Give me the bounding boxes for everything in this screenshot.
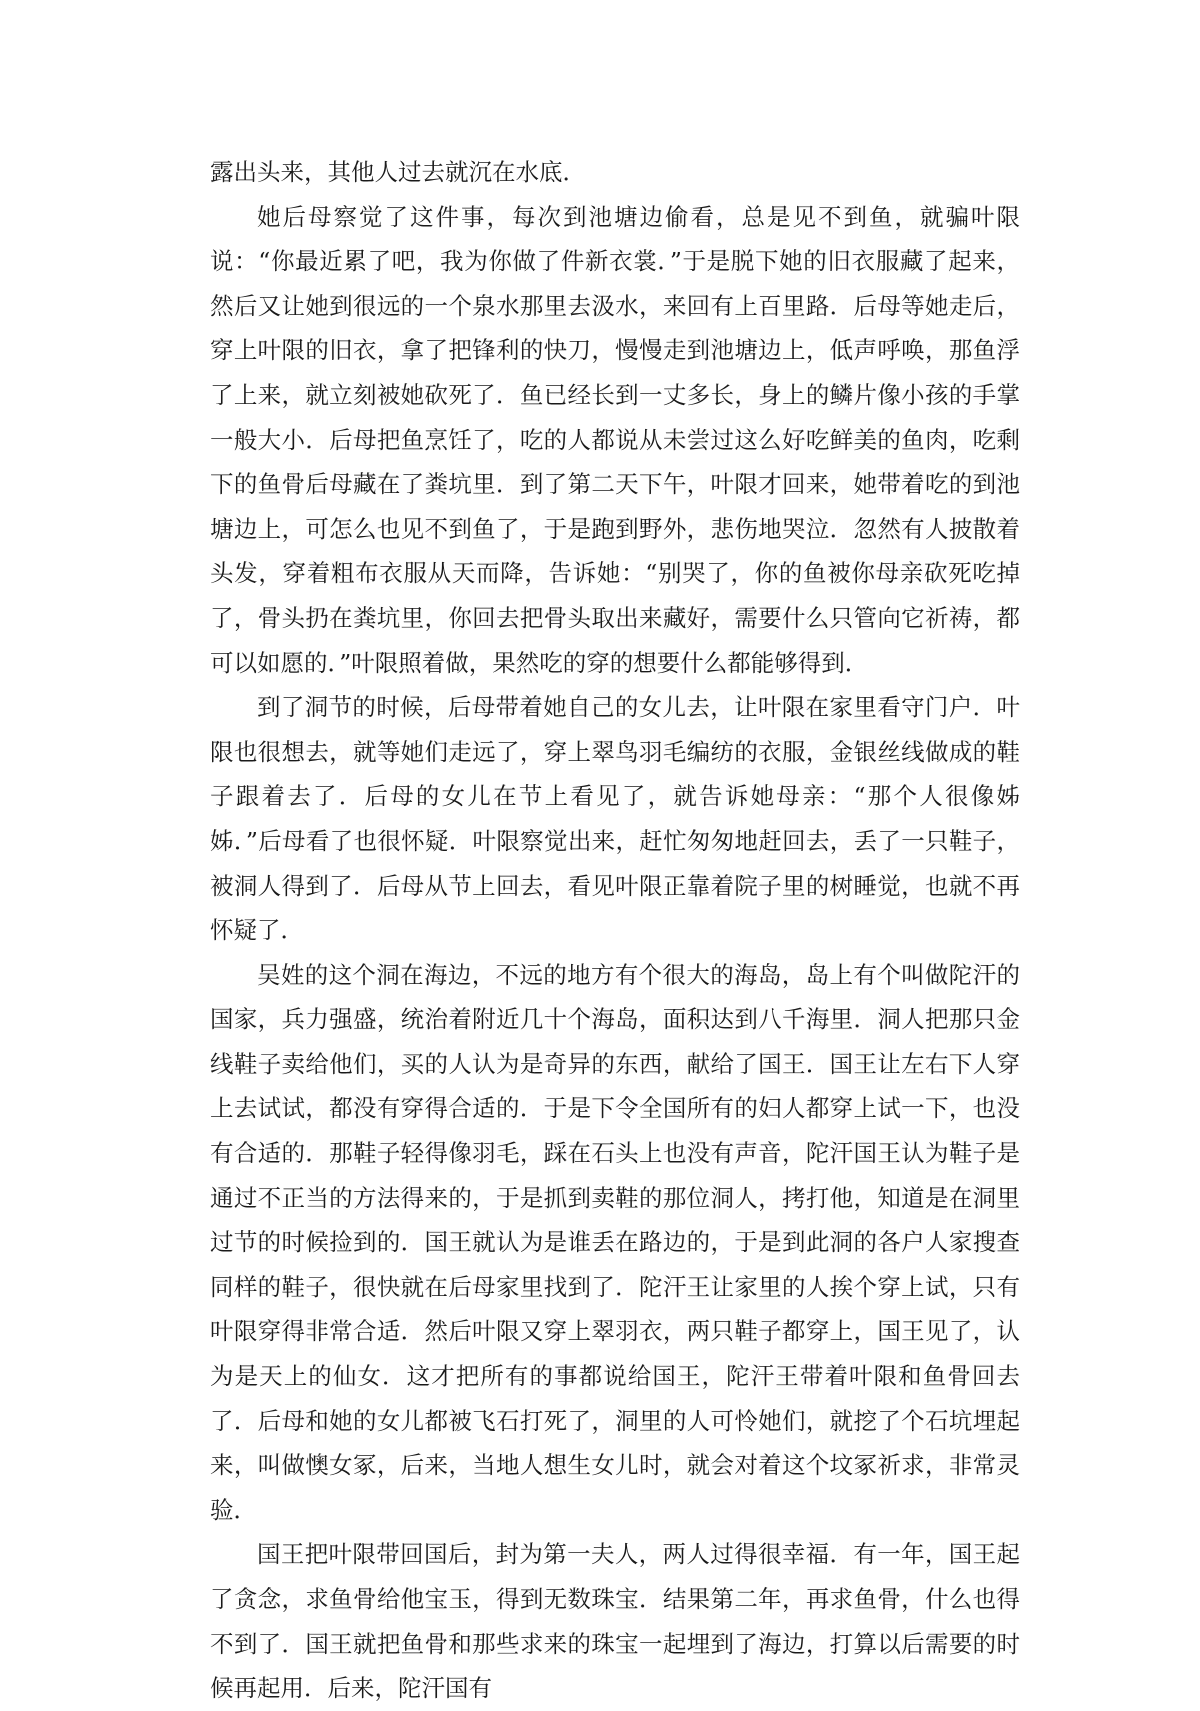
paragraph: 吴姓的这个洞在海边，不远的地方有个很大的海岛，岛上有个叫做陀汗的国家，兵力强盛，统治着附近几十个海岛，面积达到八千海里．洞人把那只金线鞋子卖给他们，买的人认为是奇异的东西，献给了国王．国王让左右下人穿上去试试，都没有穿得合适的．于是下令全国所有的妇人都穿上试一下，也没有合适的．那鞋子轻得像羽毛，踩在石头上也没有声音，陀汗国王认为鞋子是通过不正当的方法得来的，于是抓到卖鞋的那位洞人，拷打他，知道是在洞里过节的时候捡到的．国王就认为是谁丢在路边的，于是到此洞的各户人家搜查同样的鞋子，很快就在后母家里找到了．陀汗王让家里的人挨个穿上试，只有叶限穿得非常合适．然后叶限又穿上翠羽衣，两只鞋子都穿上，国王见了，认为是天上的仙女．这才把所有的事都说给国王，陀汗王带着叶限和鱼骨回去了．后母和她的女儿都被飞石打死了，洞里的人可怜她们，就挖了个石坑埋起来，叫做懊女冢，后来，当地人想生女儿时，就会对着这个坟冢祈求，非常灵验．: [210, 960, 1020, 1524]
paragraph: 国王把叶限带回国后，封为第一夫人，两人过得很幸福．有一年，国王起了贪念，求鱼骨给他宝玉，得到无数珠宝．结果第二年，再求鱼骨，什么也得不到了．国王就把鱼骨和那些求来的珠宝一起埋到了海边，打算以后需要的时候再起用．后来，陀汗国有: [210, 1540, 1020, 1703]
paragraph: 她后母察觉了这件事，每次到池塘边偷看，总是见不到鱼，就骗叶限说：“你最近累了吧，我为你做了件新衣裳．”于是脱下她的旧衣服藏了起来，然后又让她到很远的一个泉水那里去汲水，来回有上百里路．后母等她走后，穿上叶限的旧衣，拿了把锋利的快刀，慢慢走到池塘边上，低声呼唤，那鱼浮了上来，就立刻被她砍死了．鱼已经长到一丈多长，身上的鳞片像小孩的手掌一般大小．后母把鱼烹饪了，吃的人都说从未尝过这么好吃鲜美的鱼肉，吃剩下的鱼骨后母藏在了粪坑里．到了第二天下午，叶限才回来，她带着吃的到池塘边上，可怎么也见不到鱼了，于是跑到野外，悲伤地哭泣．忽然有人披散着头发，穿着粗布衣服从天而降，告诉她：“别哭了，你的鱼被你母亲砍死吃掉了，骨头扔在粪坑里，你回去把骨头取出来藏好，需要什么只管向它祈祷，都可以如愿的．”叶限照着做，果然吃的穿的想要什么都能够得到．: [210, 202, 1020, 677]
paragraph-continuation: 露出头来，其他人过去就沉在水底．: [210, 158, 586, 186]
document-page: [210, 150, 1020, 1711]
paragraph: 到了洞节的时候，后母带着她自己的女儿去，让叶限在家里看守门户．叶限也很想去，就等她们走远了，穿上翠鸟羽毛编纺的衣服，金银丝线做成的鞋子跟着去了．后母的女儿在节上看见了，就告诉她母亲：“那个人很像姊姊．”后母看了也很怀疑．叶限察觉出来，赶忙匆匆地赶回去，丢了一只鞋子，被洞人得到了．后母从节上回去，看见叶限正靠着院子里的树睡觉，也就不再怀疑了．: [210, 693, 1020, 945]
